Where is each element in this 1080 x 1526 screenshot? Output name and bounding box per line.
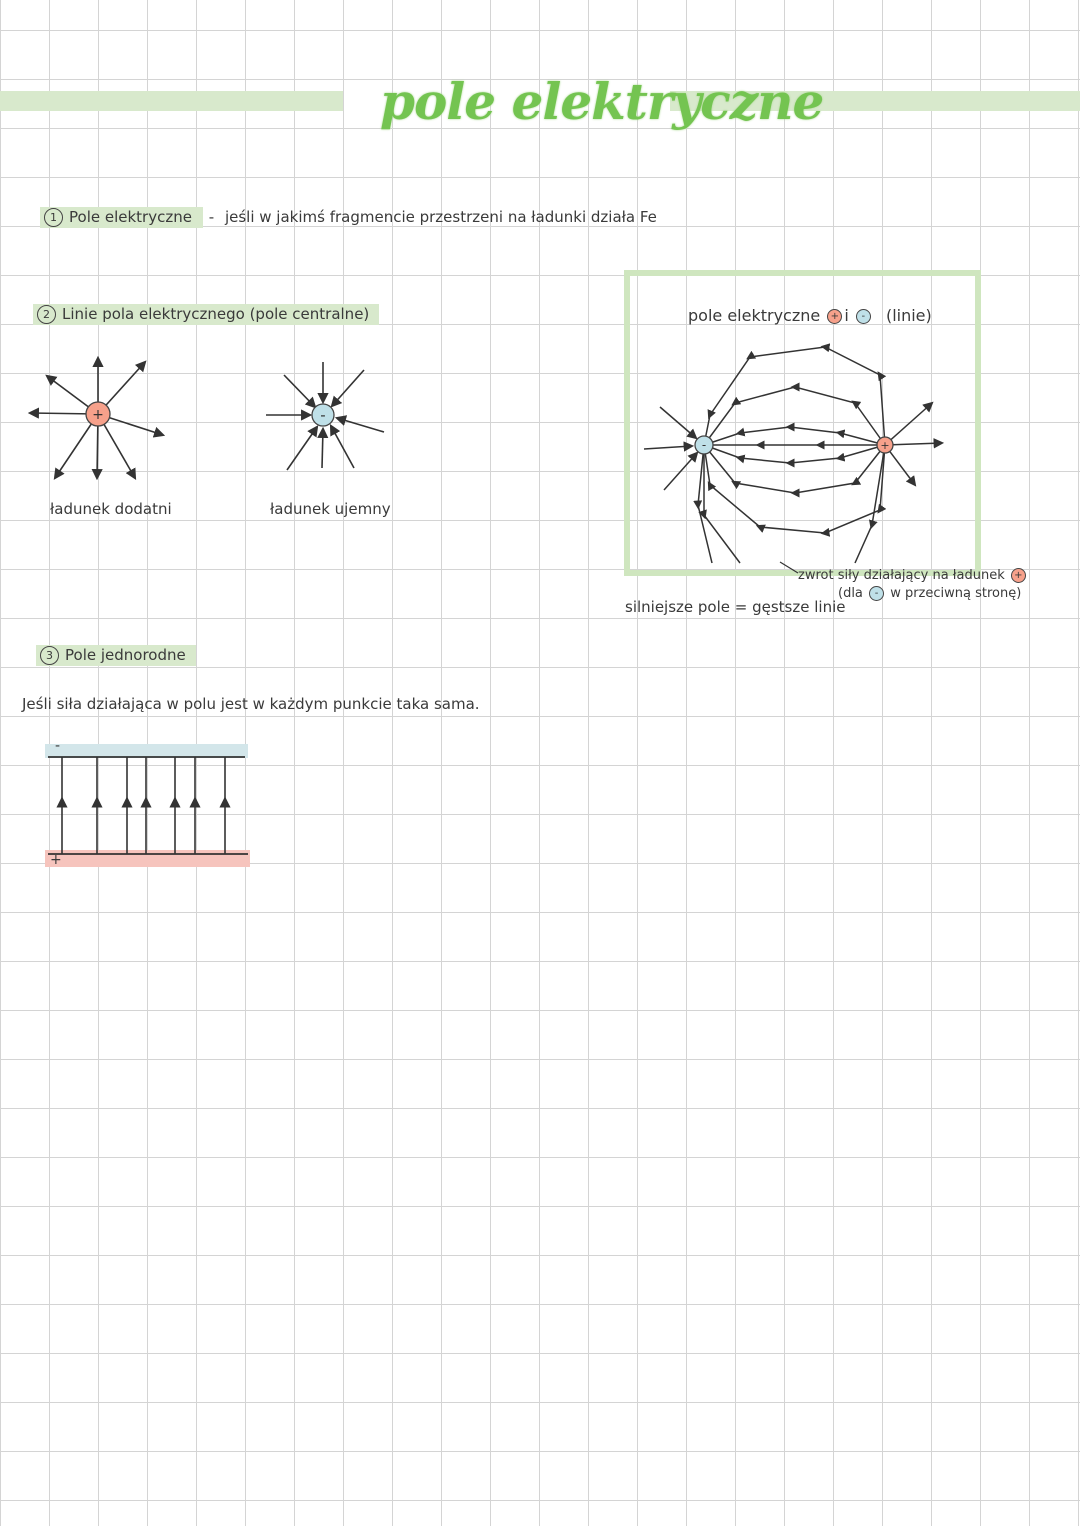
dipole-field-line [704,445,885,463]
negative-charge-label: ładunek ujemny [270,500,391,518]
section-3-number: 3 [40,646,59,665]
dipole-note-minus-chip: - [869,586,884,601]
dipole-bottom-note: silniejsze pole = gęstsze linie [625,598,846,616]
dipole-note-line-1 [798,568,1028,583]
dipole-note-text-2a: (dla [838,586,863,601]
dipole-note-text-2b: w przeciwną stronę) [890,586,1022,601]
uniform-field-diagram [45,750,255,860]
positive-charge-diagram [25,350,175,485]
note-pointer [780,562,798,573]
positive-plate-sign: + [50,852,62,868]
dipole-note-plus-chip: + [1011,568,1026,583]
negative-charge-diagram [262,360,388,475]
dipole-title-and: i [844,306,849,325]
dipole-negative-sign: - [701,438,707,452]
dipole-title-plus-chip: + [827,309,842,324]
section-2-heading-highlight [33,304,379,325]
negative-field-line [331,426,354,468]
negative-field-line [337,418,384,432]
section-3-heading-highlight [36,645,196,666]
section-3-heading-text: Pole jednorodne [65,646,186,664]
dipole-ray [660,407,696,438]
dipole-positive-sign: + [880,439,890,452]
dipole-field-line [704,347,885,445]
section-2-number: 2 [37,305,56,324]
section-1 [40,208,657,227]
dipole-note-text-1: zwrot siły działający na ładunek [798,568,1005,583]
dipole-title [688,306,932,325]
negative-field-line [287,427,317,470]
section-1-term-highlight [40,207,203,228]
page-title: pole elektryczne [380,72,824,131]
dipole-field-line [704,445,885,533]
negative-field-line [284,375,315,407]
dipole-field-line [704,427,885,445]
section-1-definition: jeśli w jakimś fragmencie przestrzeni na ładunki działa Fe [224,208,657,226]
section-2-heading-text: Linie pola elektrycznego (pole centralne) [62,305,370,323]
section-3-heading [36,646,196,665]
section-3-definition: Jeśli siła działająca w polu jest w każdym punkcie taka sama. [22,695,480,713]
dipole-ray [644,446,692,449]
positive-charge-sign: + [92,407,104,423]
dipole-field-line [698,445,712,563]
negative-field-line [322,429,323,468]
negative-charge-sign: - [320,406,326,424]
dipole-title-minus-chip: - [856,309,871,324]
section-1-number: 1 [44,208,63,227]
dipole-ray [885,403,932,445]
section-2-heading [33,305,379,324]
positive-charge-label: ładunek dodatni [50,500,172,518]
negative-plate-sign: - [55,738,61,754]
section-1-dash: - [208,208,215,226]
dipole-ray [664,453,697,490]
dipole-title-text: pole elektryczne [688,306,821,325]
dipole-field-line [704,445,740,563]
dipole-note-line-2 [838,586,1021,601]
dipole-title-post: (linie) [885,306,932,325]
dipole-field-diagram [640,335,960,575]
title-band-left [0,91,343,111]
negative-field-line [332,370,364,406]
section-1-term: Pole elektryczne [69,208,192,226]
